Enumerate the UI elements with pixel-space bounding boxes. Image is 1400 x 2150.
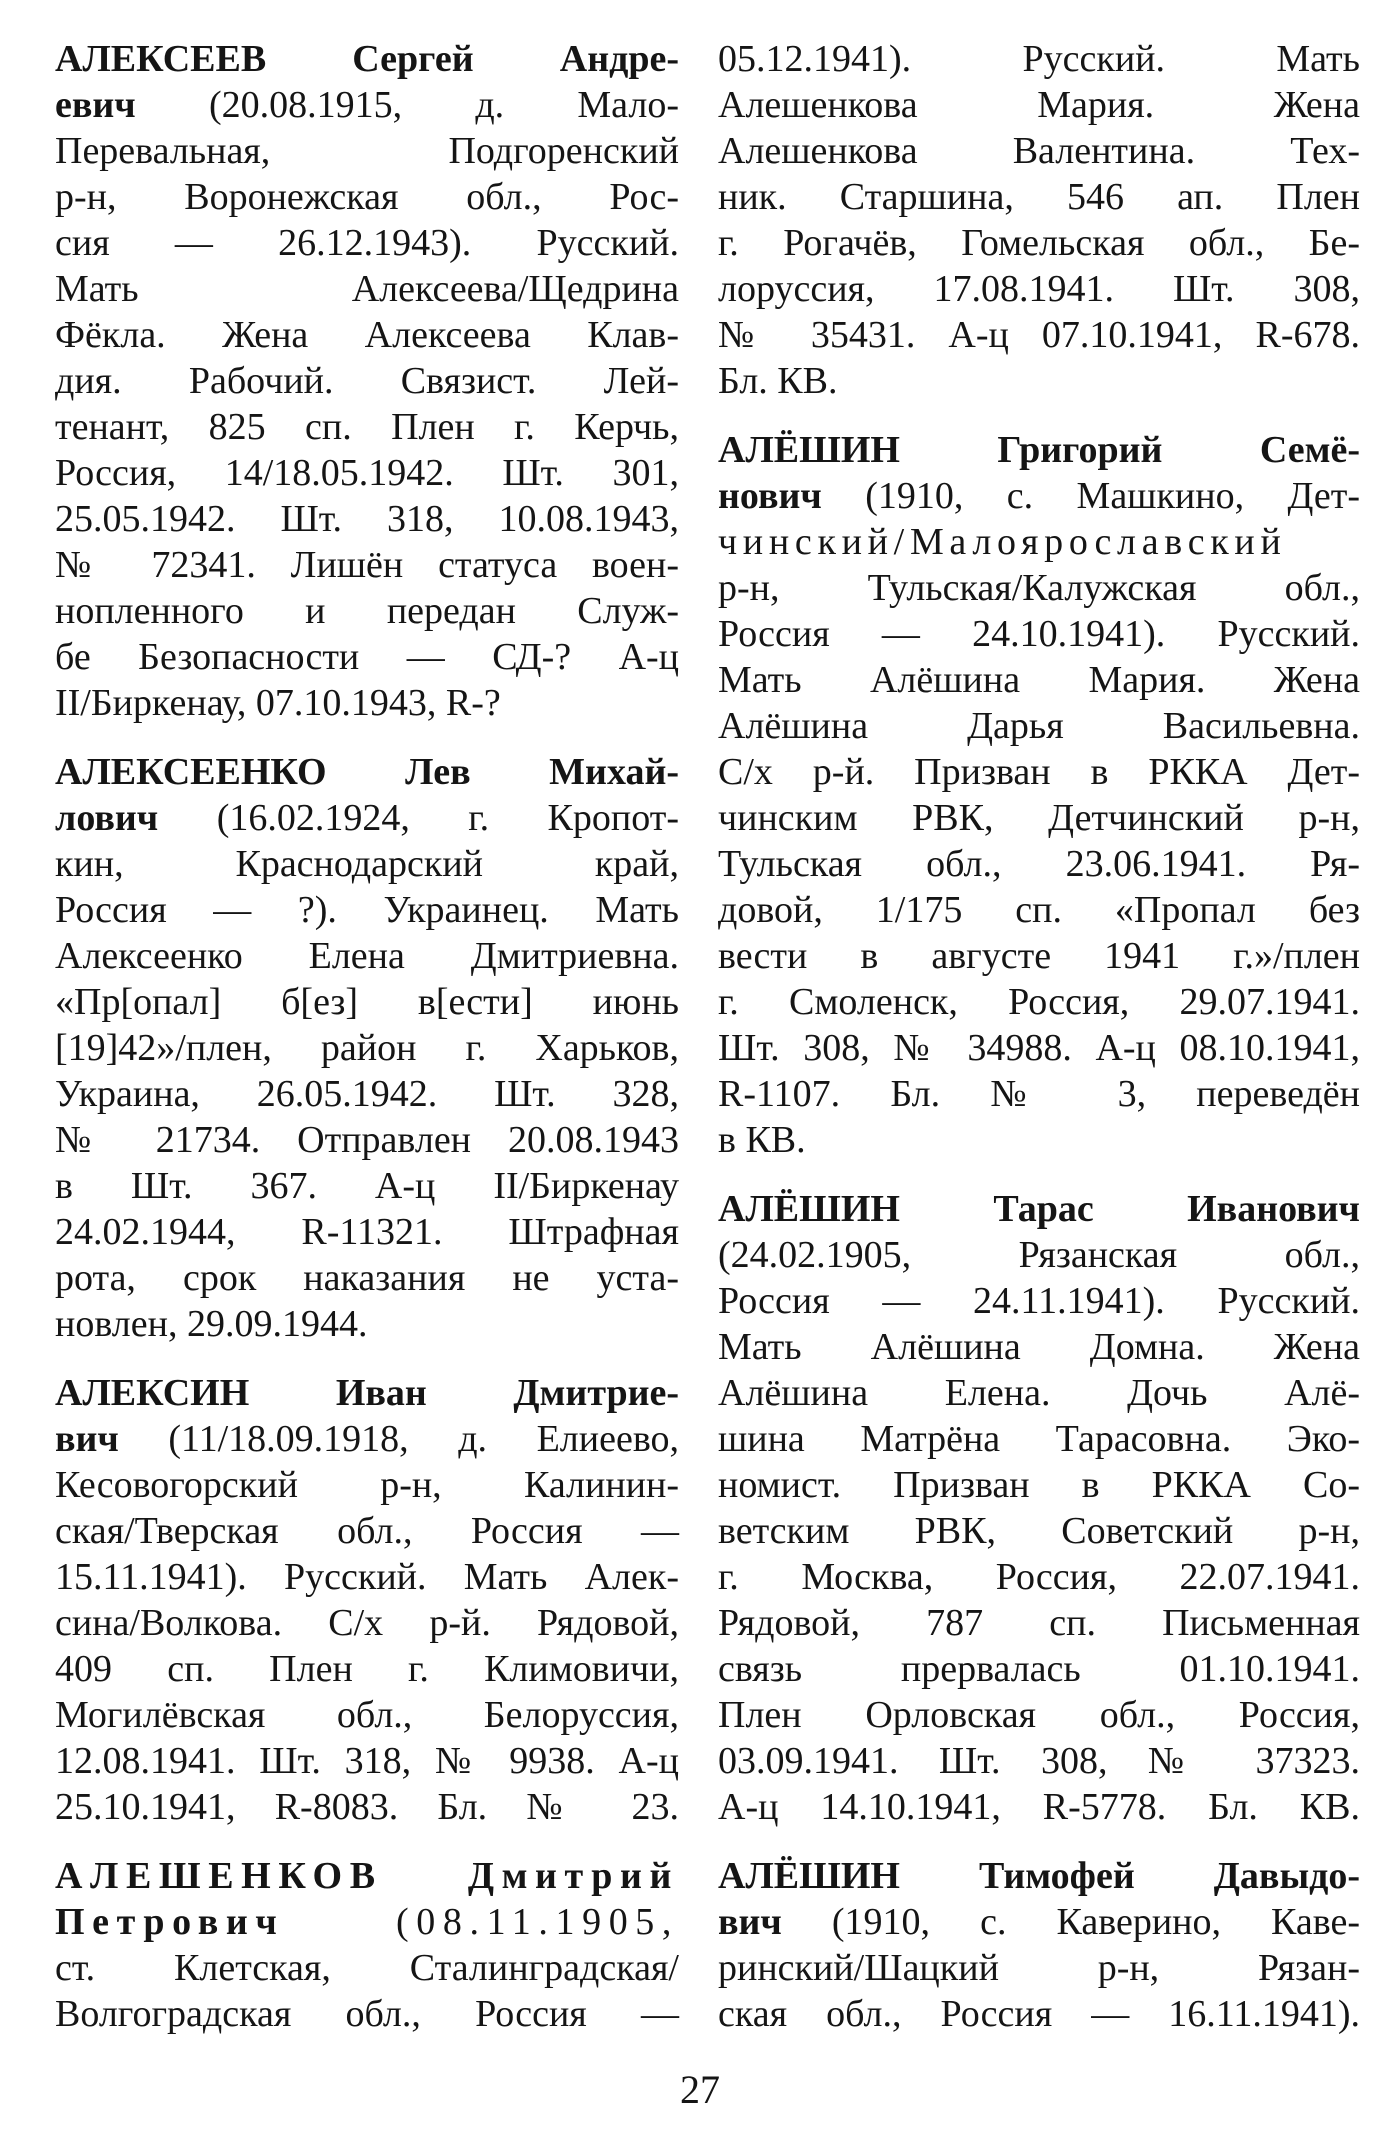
- right-column: [718, 36, 1360, 2037]
- text-line: [55, 795, 679, 841]
- body-text: бе Безопасности — СД-? А-ц: [55, 636, 679, 678]
- body-text: 15.11.1941). Русский. Мать Алек-: [55, 1556, 679, 1598]
- text-line: [718, 427, 1360, 473]
- text-line: [718, 358, 1360, 404]
- text-line: [718, 1784, 1360, 1830]
- body-text: (24.02.1905, Рязанская обл.,: [718, 1234, 1360, 1276]
- text-line: [55, 1738, 679, 1784]
- text-line: [718, 1324, 1360, 1370]
- text-line: [718, 1945, 1360, 1991]
- text-line: [718, 1554, 1360, 1600]
- text-line: [55, 979, 679, 1025]
- body-text: ветским РВК, Советский р-н,: [718, 1510, 1360, 1552]
- body-text: 03.09.1941. Шт. 308, № 37323.: [718, 1740, 1360, 1782]
- text-line: [718, 979, 1360, 1025]
- text-line: [55, 1853, 679, 1899]
- text-line: [55, 1255, 679, 1301]
- body-text: тенант, 825 сп. Плен г. Керчь,: [55, 406, 679, 448]
- text-line: [55, 841, 679, 887]
- text-line: [718, 1853, 1360, 1899]
- text-line: [55, 128, 679, 174]
- body-text: р-н, Тульская/Калужская обл.,: [718, 567, 1360, 609]
- text-line: [55, 496, 679, 542]
- body-text: дия. Рабочий. Связист. Лей-: [55, 360, 679, 402]
- body-text: Украина, 26.05.1942. Шт. 328,: [55, 1073, 679, 1115]
- body-text: г. Москва, Россия, 22.07.1941.: [718, 1556, 1360, 1598]
- text-line: [718, 749, 1360, 795]
- text-line: [55, 358, 679, 404]
- text-line: [55, 1025, 679, 1071]
- body-text: связь прервалась 01.10.1941.: [718, 1648, 1360, 1690]
- text-line: [55, 680, 679, 726]
- text-line: [718, 657, 1360, 703]
- text-line: [718, 519, 1360, 565]
- body-text: г. Смоленск, Россия, 29.07.1941.: [718, 981, 1360, 1023]
- text-line: [55, 266, 679, 312]
- headword-text: АЛЁШИН Григорий Семё-: [718, 429, 1360, 471]
- body-text: Волгоградская обл., Россия —: [55, 1993, 679, 2035]
- text-line: [718, 1416, 1360, 1462]
- body-text: ская/Тверская обл., Россия —: [55, 1510, 679, 1552]
- text-line: [718, 1370, 1360, 1416]
- page-number: 27: [680, 2067, 720, 2112]
- body-text: Алексеенко Елена Дмитриевна.: [55, 935, 679, 977]
- text-line: [55, 749, 679, 795]
- text-line: [55, 1209, 679, 1255]
- body-text: Алёшина Дарья Васильевна.: [718, 705, 1360, 747]
- body-text: сина/Волкова. С/х р-й. Рядовой,: [55, 1602, 679, 1644]
- text-line: [718, 220, 1360, 266]
- text-line: [55, 933, 679, 979]
- headword-text: вич: [718, 1901, 782, 1943]
- text-line: [55, 1301, 679, 1347]
- text-line: [55, 1462, 679, 1508]
- text-line: [718, 36, 1360, 82]
- text-line: [55, 1508, 679, 1554]
- entry: [55, 1853, 679, 2037]
- body-text: 25.10.1941, R-8083. Бл. № 23.: [55, 1786, 679, 1828]
- text-line: [718, 611, 1360, 657]
- text-line: [718, 312, 1360, 358]
- entry: [718, 36, 1360, 404]
- text-line: [718, 174, 1360, 220]
- body-text: ринский/Шацкий р-н, Рязан-: [718, 1947, 1360, 1989]
- text-line: [718, 933, 1360, 979]
- body-text: довой, 1/175 сп. «Пропал без: [718, 889, 1360, 931]
- body-text: Перевальная, Подгоренский: [55, 130, 679, 172]
- body-text: в КВ.: [718, 1119, 806, 1161]
- body-text: 25.05.1942. Шт. 318, 10.08.1943,: [55, 498, 679, 540]
- body-text: Рядовой, 787 сп. Письменная: [718, 1602, 1360, 1644]
- body-text: Мать Алёшина Домна. Жена: [718, 1326, 1360, 1368]
- text-line: [718, 1232, 1360, 1278]
- headword-text: АЛЁШИН Тарас Иванович: [718, 1188, 1360, 1230]
- text-line: [718, 1186, 1360, 1232]
- body-text: 409 сп. Плен г. Климовичи,: [55, 1648, 679, 1690]
- body-text: «Пр[опал] б[ез] в[ести] июнь: [55, 981, 679, 1023]
- headword-text: Петрович: [55, 1901, 285, 1943]
- body-text: лоруссия, 17.08.1941. Шт. 308,: [718, 268, 1360, 310]
- body-text: сия — 26.12.1943). Русский.: [55, 222, 679, 264]
- body-text: Россия — ?). Украинец. Мать: [55, 889, 679, 931]
- text-line: [55, 1370, 679, 1416]
- text-line: [55, 174, 679, 220]
- text-line: [55, 1416, 679, 1462]
- body-text: г. Рогачёв, Гомельская обл., Бе-: [718, 222, 1360, 264]
- text-line: [55, 588, 679, 634]
- body-text: (1910, с. Каверино, Каве-: [781, 1901, 1360, 1943]
- body-text: С/х р-й. Призван в РККА Дет-: [718, 751, 1360, 793]
- entry: [55, 749, 679, 1347]
- body-text: новлен, 29.09.1944.: [55, 1303, 368, 1345]
- text-line: [55, 634, 679, 680]
- entry: [55, 36, 679, 726]
- body-text: Россия, 14/18.05.1942. Шт. 301,: [55, 452, 679, 494]
- body-text: кин, Краснодарский край,: [55, 843, 679, 885]
- body-text: Мать Алёшина Мария. Жена: [718, 659, 1360, 701]
- body-text: ник. Старшина, 546 ап. Плен: [718, 176, 1360, 218]
- body-text: нопленного и передан Служ-: [55, 590, 679, 632]
- text-line: [718, 1278, 1360, 1324]
- body-text: 12.08.1941. Шт. 318, № 9938. А-ц: [55, 1740, 679, 1782]
- body-text: А-ц 14.10.1941, R-5778. Бл. КВ.: [718, 1786, 1360, 1828]
- body-text: (20.08.1915, д. Мало-: [135, 84, 679, 126]
- body-text: 05.12.1941). Русский. Мать: [718, 38, 1360, 80]
- headword-text: нович: [718, 475, 822, 517]
- entry: [55, 1370, 679, 1830]
- text-line: [55, 1899, 679, 1945]
- text-line: [718, 887, 1360, 933]
- body-text: Мать Алексеева/Щедрина: [55, 268, 679, 310]
- headword-text: АЛЕКСЕЕВ Сергей Андре-: [55, 38, 679, 80]
- body-text: Фёкла. Жена Алексеева Клав-: [55, 314, 679, 356]
- headword-text: вич: [55, 1418, 119, 1460]
- text-line: [718, 1508, 1360, 1554]
- body-text: R-1107. Бл. № 3, переведён: [718, 1073, 1360, 1115]
- text-line: [718, 82, 1360, 128]
- body-text: 24.02.1944, R-11321. Штрафная: [55, 1211, 679, 1253]
- body-text: Россия — 24.11.1941). Русский.: [718, 1280, 1360, 1322]
- text-line: [55, 887, 679, 933]
- body-text: Кесовогорский р-н, Калинин-: [55, 1464, 679, 1506]
- body-text: рота, срок наказания не уста-: [55, 1257, 679, 1299]
- left-column: [55, 36, 679, 2037]
- headword-text: АЛЕКСЕЕНКО Лев Михай-: [55, 751, 679, 793]
- text-line: [718, 128, 1360, 174]
- text-line: [55, 404, 679, 450]
- body-text: Алешенкова Мария. Жена: [718, 84, 1360, 126]
- body-text: (1910, с. Машкино, Дет-: [821, 475, 1360, 517]
- text-line: [55, 1117, 679, 1163]
- body-text: вести в августе 1941 г.»/плен: [718, 935, 1360, 977]
- entry: [718, 1853, 1360, 2037]
- headword-text: АЛЕКСИН Иван Дмитрие-: [55, 1372, 679, 1414]
- text-line: [718, 1462, 1360, 1508]
- text-line: [718, 1071, 1360, 1117]
- body-text: номист. Призван в РККА Со-: [718, 1464, 1360, 1506]
- text-line: [55, 1554, 679, 1600]
- headword-text: лович: [55, 797, 159, 839]
- body-text: чинский/Малоярославский: [718, 521, 1287, 563]
- body-text: (11/18.09.1918, д. Елиеево,: [118, 1418, 679, 1460]
- headword-text: АЛЕШЕНКОВ Дмитрий: [55, 1855, 679, 1897]
- body-text: Бл. КВ.: [718, 360, 838, 402]
- headword-text: АЛЁШИН Тимофей Давыдо-: [718, 1855, 1360, 1897]
- text-line: [55, 82, 679, 128]
- text-line: [55, 1163, 679, 1209]
- text-line: [718, 473, 1360, 519]
- headword-text: евич: [55, 84, 136, 126]
- text-line: [718, 1991, 1360, 2037]
- text-line: [55, 312, 679, 358]
- text-line: [718, 1646, 1360, 1692]
- body-text: [19]42»/плен, район г. Харьков,: [55, 1027, 679, 1069]
- body-text: ст. Клетская, Сталинградская/: [55, 1947, 679, 1989]
- body-text: Могилёвская обл., Белоруссия,: [55, 1694, 679, 1736]
- body-text: Шт. 308, № 34988. А-ц 08.10.1941,: [718, 1027, 1360, 1069]
- body-text: в Шт. 367. А-ц II/Биркенау: [55, 1165, 679, 1207]
- text-line: [55, 542, 679, 588]
- body-text: р-н, Воронежская обл., Рос-: [55, 176, 679, 218]
- body-text: Алешенкова Валентина. Тех-: [718, 130, 1360, 172]
- entry: [718, 1186, 1360, 1830]
- text-line: [55, 1692, 679, 1738]
- text-line: [55, 1991, 679, 2037]
- text-line: [718, 1600, 1360, 1646]
- text-line: [718, 1692, 1360, 1738]
- entry: [718, 427, 1360, 1163]
- text-line: [55, 36, 679, 82]
- text-line: [55, 450, 679, 496]
- text-line: [55, 1646, 679, 1692]
- text-line: [718, 1899, 1360, 1945]
- text-line: [55, 1945, 679, 1991]
- body-text: Тульская обл., 23.06.1941. Ря-: [718, 843, 1360, 885]
- text-line: [718, 1025, 1360, 1071]
- text-line: [718, 841, 1360, 887]
- text-line: [718, 565, 1360, 611]
- body-text: (08.11.1905,: [284, 1901, 679, 1943]
- text-line: [718, 703, 1360, 749]
- body-text: II/Биркенау, 07.10.1943, R-?: [55, 682, 501, 724]
- body-text: № 21734. Отправлен 20.08.1943: [55, 1119, 679, 1161]
- body-text: (16.02.1924, г. Кропот-: [158, 797, 679, 839]
- text-line: [55, 1600, 679, 1646]
- text-line: [718, 1117, 1360, 1163]
- body-text: чинским РВК, Детчинский р-н,: [718, 797, 1360, 839]
- text-line: [55, 1784, 679, 1830]
- text-line: [55, 1071, 679, 1117]
- text-line: [718, 1738, 1360, 1784]
- body-text: шина Матрёна Тарасовна. Эко-: [718, 1418, 1360, 1460]
- body-text: ская обл., Россия — 16.11.1941).: [718, 1993, 1360, 2035]
- text-line: [718, 795, 1360, 841]
- body-text: Алёшина Елена. Дочь Алё-: [718, 1372, 1360, 1414]
- body-text: № 35431. А-ц 07.10.1941, R-678.: [718, 314, 1360, 356]
- body-text: № 72341. Лишён статуса воен-: [55, 544, 679, 586]
- body-text: Россия — 24.10.1941). Русский.: [718, 613, 1360, 655]
- text-line: [718, 266, 1360, 312]
- text-line: [55, 220, 679, 266]
- body-text: Плен Орловская обл., Россия,: [718, 1694, 1360, 1736]
